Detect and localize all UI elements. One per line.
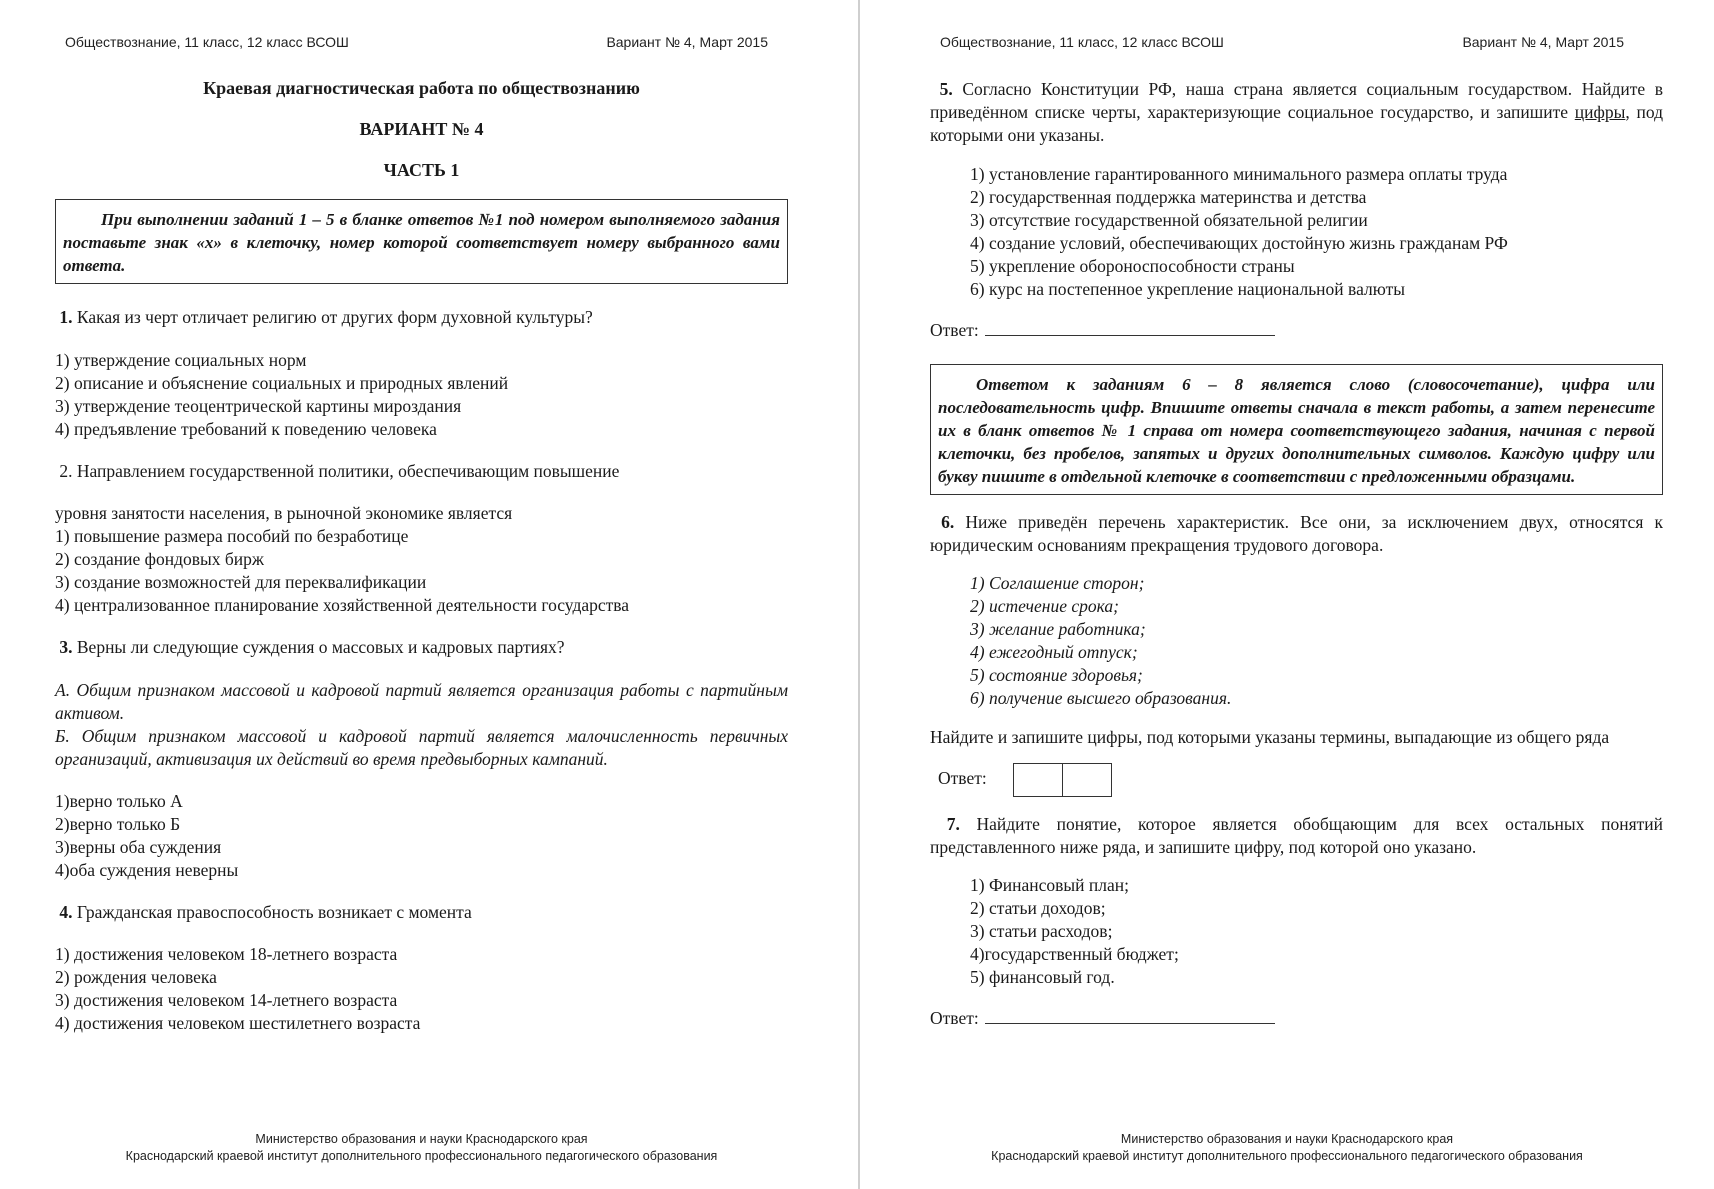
answer-cell-1[interactable] xyxy=(1013,763,1063,797)
q4-options xyxy=(55,943,788,1035)
question-text: Ниже приведён перечень характеристик. Все они, за исключением двух, относятся к юридическим основаниям прекращения трудового договора. xyxy=(930,512,1664,555)
option: 1) утверждение социальных норм xyxy=(55,350,307,370)
option: 3) желание работника; xyxy=(970,619,1146,639)
q6-answer xyxy=(938,763,1663,797)
instruction-box-6-8: Ответом к заданиям 6 – 8 является слово (словосочетание), цифра или последовательность цифр. Впишите ответы сначала в текст работы, а затем перенесите их в бланк ответов № 1 справа от номера соответствующего задания, начиная с первой клеточки, без пробелов, запятых и других дополнительных символов. Каждую цифру или букву пишите в отдельной клеточке в соответствии с предложенными образцами. xyxy=(930,364,1663,495)
answer-cells xyxy=(1013,763,1112,797)
footer-line-2: Краснодарский краевой институт дополнительного профессионального педагогического образования xyxy=(991,1149,1583,1163)
option: 4)оба суждения неверны xyxy=(55,860,239,880)
q3-statements xyxy=(55,679,788,771)
question-text: Найдите понятие, которое является обобщающим для всех остальных понятий представленного ниже ряда, и запишите цифру, под которой оно указано. xyxy=(930,814,1664,857)
option: 3) отсутствие государственной обязательной религии xyxy=(970,210,1368,230)
question-text: Верны ли следующие суждения о массовых и кадровых партиях? xyxy=(76,637,565,657)
option: 1) Финансовый план; xyxy=(970,875,1130,895)
statement-a: А. Общим признаком массовой и кадровой партий является организация работы с партийным активом. xyxy=(55,680,788,723)
q6-find-instruction: Найдите и запишите цифры, под которыми указаны термины, выпадающие из общего ряда xyxy=(930,727,1610,747)
instruction-box-1-5: При выполнении заданий 1 – 5 в бланке ответов №1 под номером выполняемого задания поставьте знак «х» в клеточку, номер которой соответствует номеру выбранного вами ответа. xyxy=(55,199,788,284)
option: 3) создание возможностей для переквалификации xyxy=(55,572,427,592)
option: 1) Соглашение сторон; xyxy=(970,573,1145,593)
question-number: 2. xyxy=(59,461,73,481)
answer-cell-2[interactable] xyxy=(1063,763,1112,797)
document-title: Краевая диагностическая работа по обществознанию xyxy=(203,78,640,98)
option: 6) курс на постепенное укрепление национальной валюты xyxy=(970,279,1405,299)
running-header-left: Обществознание, 11 класс, 12 класс ВСОШ xyxy=(65,34,349,50)
q6-options xyxy=(970,572,1663,710)
option: 4) создание условий, обеспечивающих достойную жизнь гражданам РФ xyxy=(970,233,1508,253)
question-number: 5. xyxy=(939,79,953,99)
option: 3)верны оба суждения xyxy=(55,837,222,857)
answer-line[interactable] xyxy=(985,318,1275,336)
option: 4) достижения человеком шестилетнего возраста xyxy=(55,1013,421,1033)
question-text: Направлением государственной политики, обеспечивающим повышение xyxy=(76,461,620,481)
question-7 xyxy=(930,813,1663,859)
question-text-end: , под которыми они указаны. xyxy=(930,102,1664,145)
question-2 xyxy=(55,460,788,483)
question-2-continued: уровня занятости населения, в рыночной экономике является xyxy=(55,503,513,523)
answer-label: Ответ: xyxy=(930,320,979,340)
statement-b: Б. Общим признаком массовой и кадровой партий является малочисленность первичных организаций, активизация их действий во время предвыборных кампаний. xyxy=(55,726,788,769)
footer-line-1: Министерство образования и науки Краснодарского края xyxy=(1120,1132,1454,1146)
option: 2) создание фондовых бирж xyxy=(55,549,264,569)
option: 1) достижения человеком 18-летнего возраста xyxy=(55,944,398,964)
option: 2) статьи доходов; xyxy=(970,898,1106,918)
q1-options xyxy=(55,349,788,441)
question-text: Какая из черт отличает религию от других форм духовной культуры? xyxy=(76,307,593,327)
q7-answer xyxy=(930,1006,1663,1030)
question-6 xyxy=(930,511,1663,557)
option: 2) рождения человека xyxy=(55,967,217,987)
option: 2)верно только Б xyxy=(55,814,181,834)
footer xyxy=(860,1131,1714,1165)
option: 4)государственный бюджет; xyxy=(970,944,1179,964)
question-number: 4. xyxy=(59,902,73,922)
question-5 xyxy=(930,78,1663,147)
running-header-right: Вариант № 4, Март 2015 xyxy=(606,34,768,50)
option: 3) утверждение теоцентрической картины мироздания xyxy=(55,396,462,416)
part-title: ЧАСТЬ 1 xyxy=(383,160,460,180)
right-content xyxy=(930,78,1663,1030)
running-header-right: Вариант № 4, Март 2015 xyxy=(1462,34,1624,50)
title-block xyxy=(55,78,788,181)
option: 2) государственная поддержка материнства и детства xyxy=(970,187,1367,207)
question-1 xyxy=(55,306,788,329)
right-page xyxy=(860,0,1714,1189)
answer-label: Ответ: xyxy=(930,1008,979,1028)
footer-line-1: Министерство образования и науки Краснодарского края xyxy=(255,1132,588,1146)
answer-label: Ответ: xyxy=(938,768,987,789)
option: 5) укрепление обороноспособности страны xyxy=(970,256,1295,276)
question-text-underlined: цифры xyxy=(1574,102,1626,122)
q3-options xyxy=(55,790,788,882)
option: 5) состояние здоровья; xyxy=(970,665,1143,685)
option: 5) финансовый год. xyxy=(970,967,1115,987)
q5-answer xyxy=(930,318,1663,342)
question-4 xyxy=(55,901,788,924)
option: 1)верно только А xyxy=(55,791,183,811)
option: 4) централизованное планирование хозяйственной деятельности государства xyxy=(55,595,630,615)
option: 3) статьи расходов; xyxy=(970,921,1113,941)
q7-options xyxy=(970,874,1663,989)
option: 2) описание и объяснение социальных и природных явлений xyxy=(55,373,509,393)
question-text: Гражданская правоспособность возникает с момента xyxy=(76,902,472,922)
option: 2) истечение срока; xyxy=(970,596,1119,616)
answer-line[interactable] xyxy=(985,1006,1275,1024)
option: 1) повышение размера пособий по безработице xyxy=(55,526,409,546)
option: 3) достижения человеком 14-летнего возраста xyxy=(55,990,398,1010)
question-3 xyxy=(55,636,788,659)
option: 4) предъявление требований к поведению человека xyxy=(55,419,437,439)
q2-options xyxy=(55,525,788,617)
footer xyxy=(20,1131,823,1165)
option: 6) получение высшего образования. xyxy=(970,688,1232,708)
question-number: 7. xyxy=(946,814,960,834)
question-number: 3. xyxy=(59,637,73,657)
variant-title: ВАРИАНТ № 4 xyxy=(359,119,484,139)
option: 1) установление гарантированного минимального размера оплаты труда xyxy=(970,164,1508,184)
option: 4) ежегодный отпуск; xyxy=(970,642,1138,662)
q5-options xyxy=(970,163,1663,301)
question-number: 6. xyxy=(941,512,955,532)
footer-line-2: Краснодарский краевой институт дополнительного профессионального педагогического образования xyxy=(125,1149,718,1163)
running-header-left: Обществознание, 11 класс, 12 класс ВСОШ xyxy=(940,34,1224,50)
question-number: 1. xyxy=(59,307,73,327)
question-text: Согласно Конституции РФ, наша страна является социальным государством. Найдите в приведённом списке черты, характеризующие социальное государство, и запишите xyxy=(930,79,1664,122)
left-content xyxy=(55,78,788,1035)
